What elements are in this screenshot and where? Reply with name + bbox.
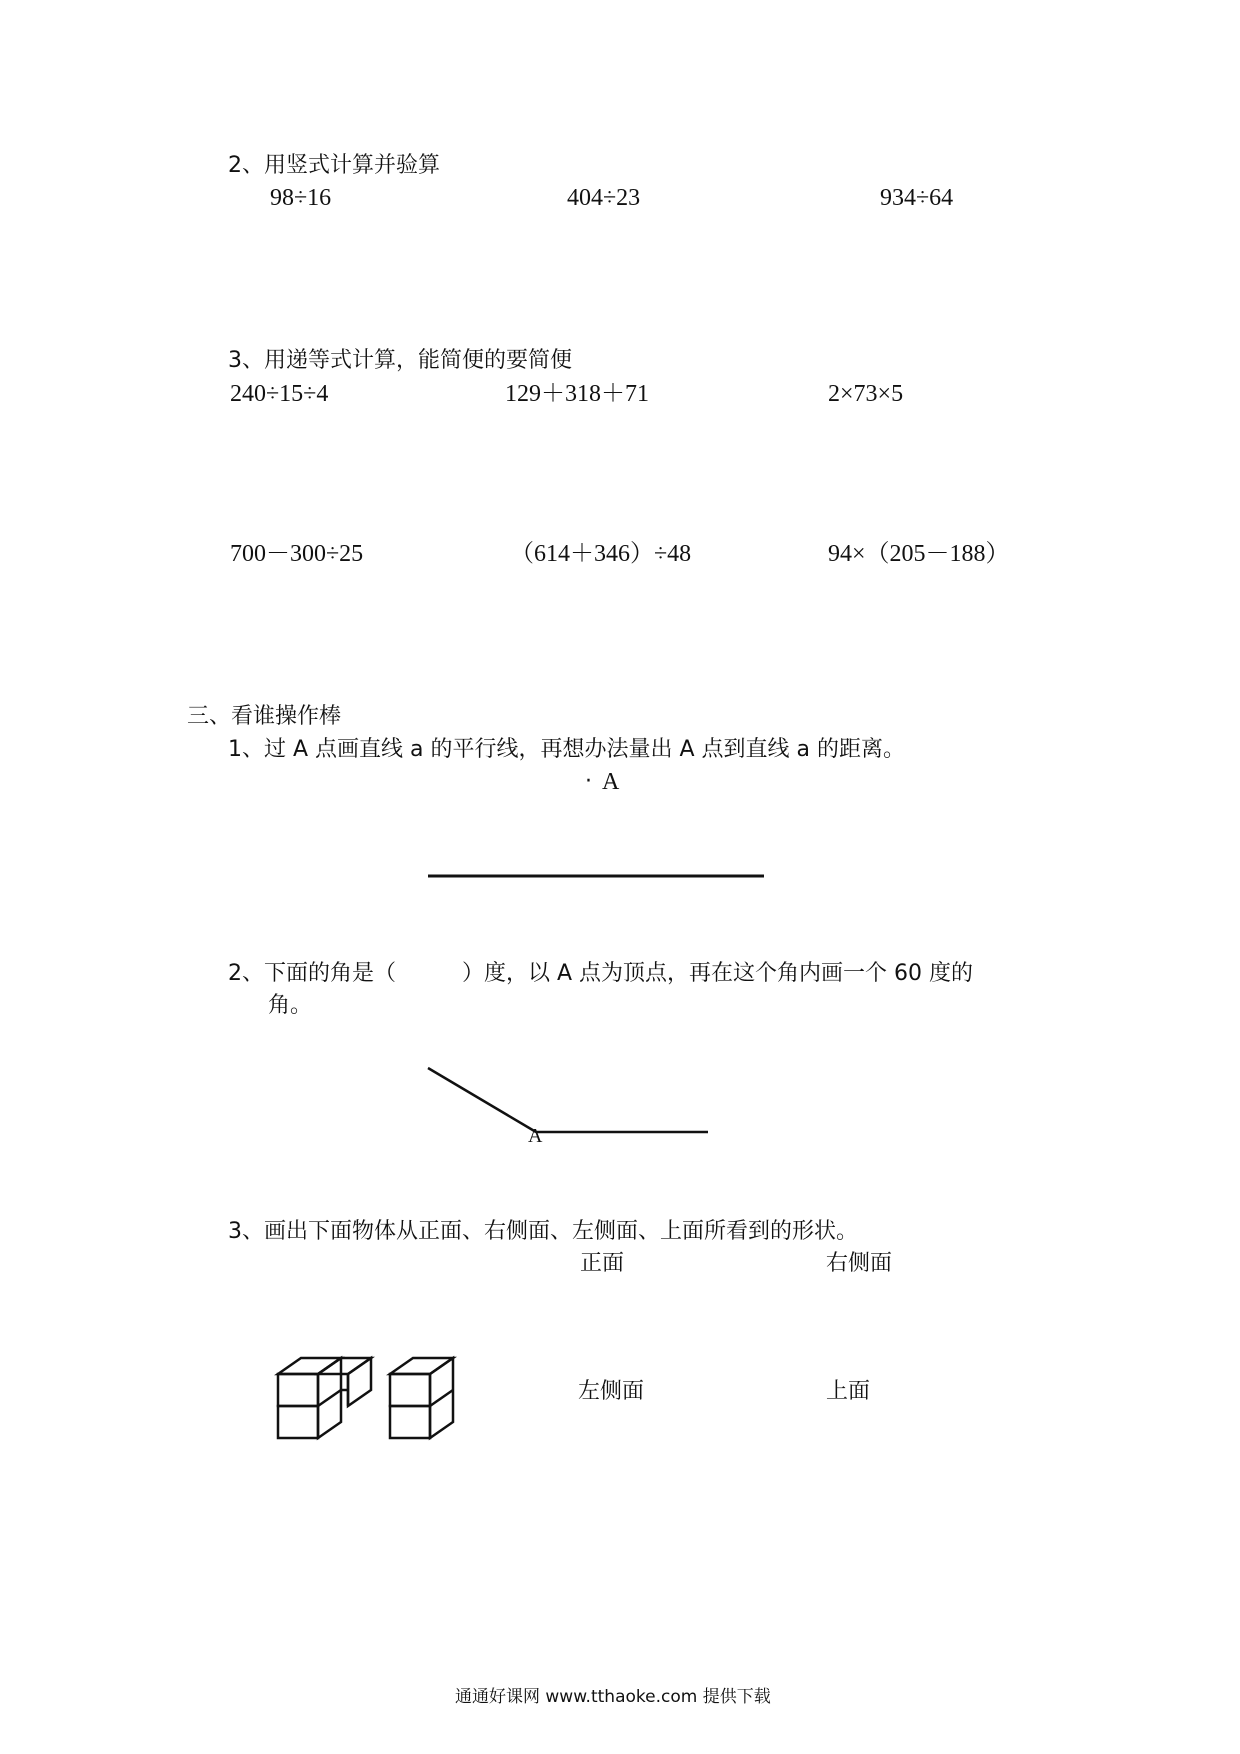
q2-expression-2: 404÷23 [567,185,641,211]
cube-front-top-left [278,1374,318,1406]
cube-edge-right [430,1390,453,1406]
q3-expression-6: 94×（205－188） [828,541,1010,567]
q3-expression-2: 129＋318＋71 [505,381,649,407]
q3-expression-3: 2×73×5 [828,381,904,407]
footer-credit: 通通好课网 www.tthaoke.com 提供下载 [455,1687,771,1707]
s3-q2-text-line2: 角。 [268,993,313,1018]
q3-title: 3、用递等式计算，能简便的要简便 [228,348,572,373]
s3-q1-text: 1、过 A 点画直线 a 的平行线，再想办法量出 A 点到直线 a 的距离。 [228,737,906,762]
q2-expression-1: 98÷16 [270,185,332,211]
cube-front-bottom-left [278,1406,318,1438]
q2-title: 2、用竖式计算并验算 [228,153,440,178]
q2-expression-3: 934÷64 [880,185,954,211]
point-a-dot: · [585,769,592,794]
q3-expression-4: 700－300÷25 [230,541,364,567]
q3-expression-1: 240÷15÷4 [230,381,329,407]
s3-q2-text-line1: 2、下面的角是（ ）度，以 A 点为顶点，再在这个角内画一个 60 度的 [228,961,974,986]
label-right-side-view: 右侧面 [826,1251,893,1276]
label-top-view: 上面 [826,1379,871,1404]
label-left-side-view: 左侧面 [578,1379,645,1404]
cube-top-left-2 [318,1358,371,1374]
angle-vertex-label: A [528,1125,543,1147]
section3-heading: 三、看谁操作棒 [187,704,342,729]
label-front-view: 正面 [580,1251,625,1276]
cube-front-bottom-right [390,1406,430,1438]
s3-q3-text: 3、画出下面物体从正面、右侧面、左侧面、上面所看到的形状。 [228,1219,858,1244]
cube-side-left-b [348,1358,371,1406]
q3-expression-5: （614＋346）÷48 [510,541,692,567]
cube-edge-left-1 [318,1390,341,1406]
cube-front-top-right [390,1374,430,1406]
point-a-label: A [602,769,620,795]
